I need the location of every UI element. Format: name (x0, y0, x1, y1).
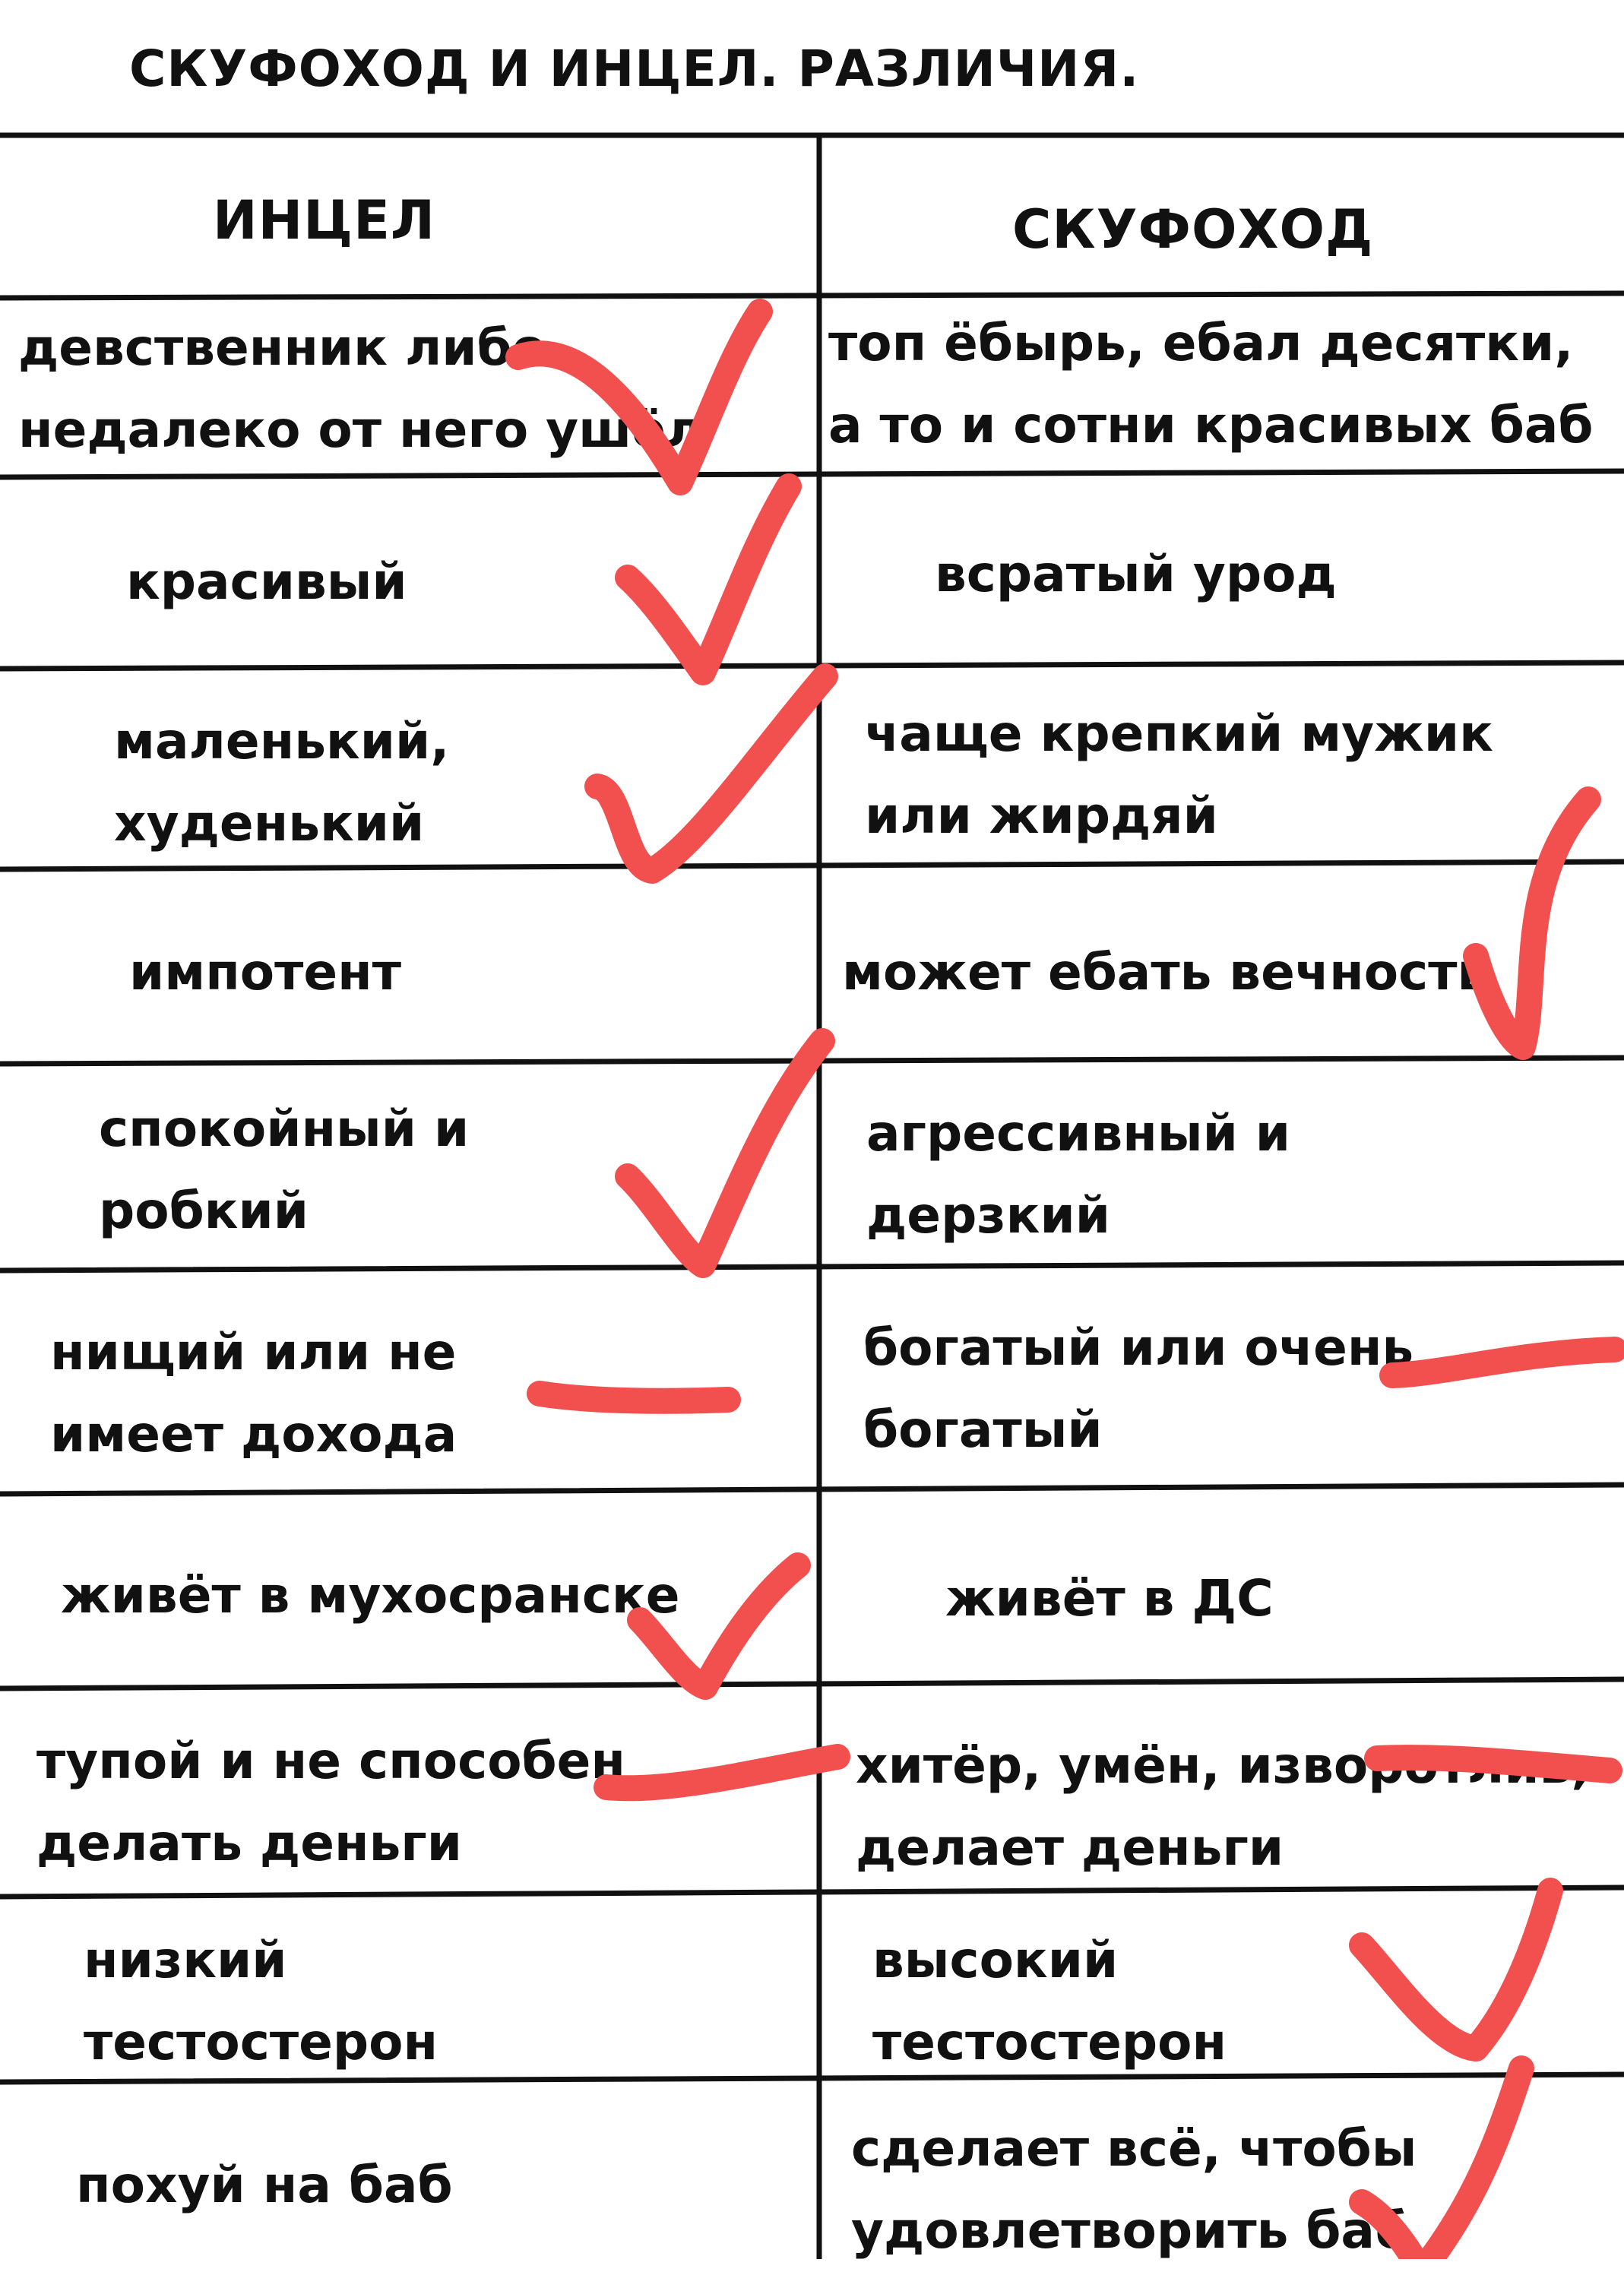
row-3-right: чаще крепкий мужик или жирдяй (865, 704, 1493, 845)
row-8-right: хитёр, умён, изворотлив, делает деньги (856, 1736, 1591, 1877)
grid-line (0, 1058, 1624, 1064)
row-10-left: похуй на баб (76, 2156, 453, 2214)
grid-line (0, 663, 1624, 669)
row-5-right: агрессивный и дерзкий (866, 1104, 1291, 1245)
row-9-left: низкий тестостерон (84, 1931, 438, 2071)
row-4-right: может ебать вечность (842, 943, 1489, 1002)
row-4-left: импотент (129, 943, 402, 1002)
grid-line (0, 1263, 1624, 1270)
page-title: СКУФОХОД И ИНЦЕЛ. РАЗЛИЧИЯ. (129, 40, 1140, 98)
row-7-left: живёт в мухосранске (61, 1566, 680, 1625)
row-1-right: топ ёбырь, ебал десятки, а то и сотни красивых баб (828, 314, 1594, 454)
row-6-right: богатый или очень богатый (863, 1318, 1414, 1459)
row-3-left: маленький, худенький (114, 712, 450, 853)
grid-line (0, 471, 1624, 477)
row-1-left: девственник либо недалеко от него ушёл (18, 318, 703, 459)
row-2-right: всратый урод (935, 545, 1337, 603)
row-6-left: нищий или не имеет дохода (50, 1323, 457, 1464)
grid-line (0, 293, 1624, 298)
row-5-left: спокойный и робкий (99, 1100, 470, 1240)
grid-line (0, 1679, 1624, 1688)
row-10-right: сделает всё, чтобы удовлетворить баб (851, 2119, 1417, 2260)
header-incel: ИНЦЕЛ (213, 189, 436, 252)
row-8-left: тупой и не способен делать деньги (36, 1732, 625, 1872)
row-2-left: красивый (126, 552, 407, 611)
header-skufokhod: СКУФОХОД (1012, 198, 1374, 261)
grid-line (0, 1485, 1624, 1494)
row-7-right: живёт в ДС (945, 1569, 1274, 1628)
row-9-right: высокий тестостерон (872, 1931, 1227, 2071)
